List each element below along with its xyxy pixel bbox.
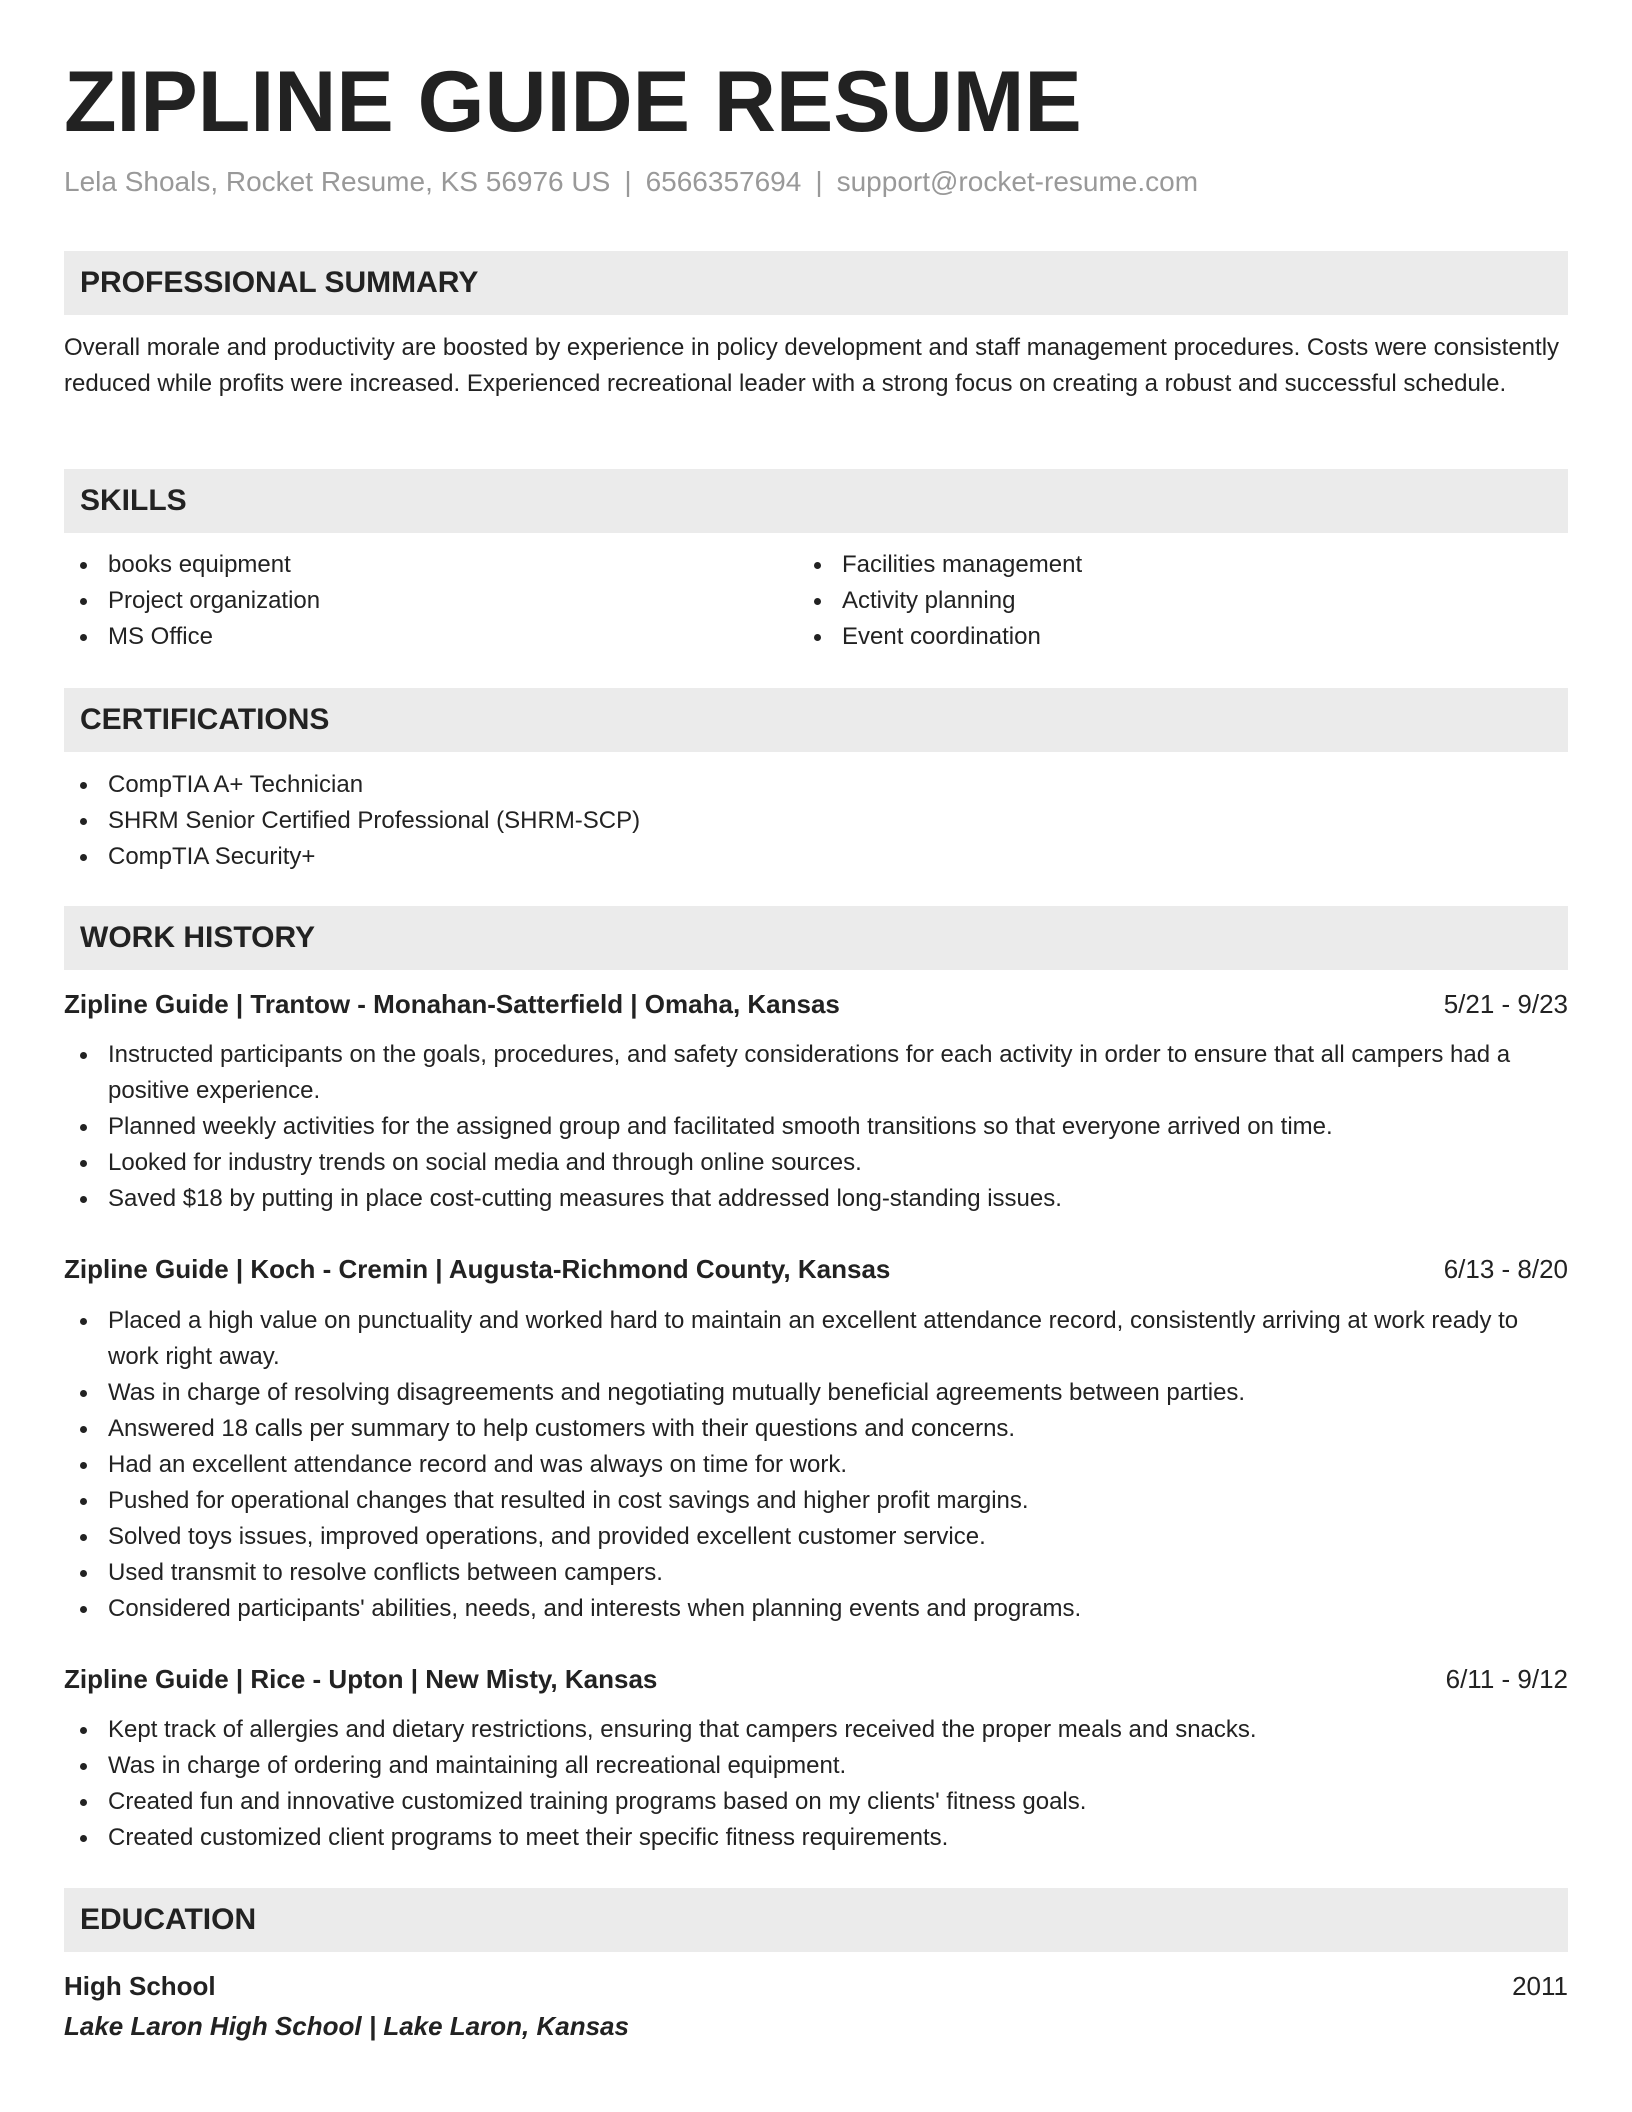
job-title: Zipline Guide | Koch - Cremin | Augusta-Richmond County, Kansas [64, 1254, 891, 1284]
contact-line [64, 162, 1198, 202]
job-bullet: Pushed for operational changes that resulted in cost savings and higher profit margins. [64, 1483, 1568, 1519]
job-bullet: Planned weekly activities for the assigned group and facilitated smooth transitions so that everyone arrived on time. [64, 1109, 1568, 1145]
job-bullet: Solved toys issues, improved operations, and provided excellent customer service. [64, 1519, 1568, 1555]
job-title: Zipline Guide | Trantow - Monahan-Satterfield | Omaha, Kansas [64, 989, 840, 1019]
job-bullet: Answered 18 calls per summary to help customers with their questions and concerns. [64, 1411, 1568, 1447]
education-header [64, 1968, 1568, 2004]
section-heading-certifications: CERTIFICATIONS [64, 688, 1568, 752]
section-heading-work-history: WORK HISTORY [64, 906, 1568, 970]
skill-item: Project organization [64, 583, 764, 619]
skill-item: MS Office [64, 619, 764, 655]
skills-list-right [798, 547, 1498, 655]
job-bullet: Was in charge of resolving disagreements and negotiating mutually beneficial agreements between parties. [64, 1375, 1568, 1411]
certification-item: SHRM Senior Certified Professional (SHRM-SCP) [64, 803, 1568, 839]
job-bullet: Used transmit to resolve conflicts between campers. [64, 1555, 1568, 1591]
section-heading-education: EDUCATION [64, 1888, 1568, 1952]
skill-item: Activity planning [798, 583, 1498, 619]
contact-phone: 6566357694 [645, 166, 802, 197]
job-bullet: Was in charge of ordering and maintaining all recreational equipment. [64, 1748, 1568, 1784]
job-bullet: Saved $18 by putting in place cost-cutting measures that addressed long-standing issues. [64, 1181, 1568, 1217]
certification-item: CompTIA Security+ [64, 839, 1568, 875]
contact-address: Lela Shoals, Rocket Resume, KS 56976 US [64, 166, 611, 197]
education-degree: High School [64, 1971, 216, 2001]
skills-list-left [64, 547, 764, 655]
job-bullet: Looked for industry trends on social media and through online sources. [64, 1145, 1568, 1181]
section-heading-skills: SKILLS [64, 469, 1568, 533]
resume-title: ZIPLINE GUIDE RESUME [64, 54, 1082, 150]
section-heading-summary: PROFESSIONAL SUMMARY [64, 251, 1568, 315]
certifications-list [64, 767, 1568, 875]
job-bullet: Instructed participants on the goals, procedures, and safety considerations for each activity in order to ensure that all campers had a positive experience. [64, 1037, 1568, 1109]
job-dates: 6/11 - 9/12 [1445, 1664, 1568, 1694]
job-bullet: Had an excellent attendance record and was always on time for work. [64, 1447, 1568, 1483]
contact-separator: | [624, 166, 632, 197]
job-header [64, 1661, 1568, 1697]
job-bullet: Placed a high value on punctuality and worked hard to maintain an excellent attendance record, consistently arriving at work ready to work right away. [64, 1303, 1568, 1375]
job-bullets [64, 1303, 1568, 1627]
skill-item: Facilities management [798, 547, 1498, 583]
summary-text: Overall morale and productivity are boosted by experience in policy development and staff management procedures. Costs were consistently reduced while profits were increased. Experienced recreational leader with a strong focus on creating a robust and successful schedule. [64, 334, 1560, 397]
contact-email: support@rocket-resume.com [836, 166, 1199, 197]
education-year: 2011 [1512, 1971, 1568, 2001]
certification-item: CompTIA A+ Technician [64, 767, 1568, 803]
job-header [64, 1251, 1568, 1287]
job-dates: 5/21 - 9/23 [1443, 989, 1568, 1019]
job-bullets [64, 1712, 1568, 1856]
job-header [64, 986, 1568, 1022]
education-school: Lake Laron High School | Lake Laron, Kansas [64, 2011, 629, 2041]
job-bullet: Created customized client programs to meet their specific fitness requirements. [64, 1820, 1568, 1856]
skill-item: books equipment [64, 547, 764, 583]
job-bullet: Kept track of allergies and dietary restrictions, ensuring that campers received the proper meals and snacks. [64, 1712, 1568, 1748]
job-title: Zipline Guide | Rice - Upton | New Misty, Kansas [64, 1664, 658, 1694]
job-bullets [64, 1037, 1568, 1217]
contact-separator: | [815, 166, 823, 197]
job-bullet: Considered participants' abilities, needs, and interests when planning events and programs. [64, 1591, 1568, 1627]
job-bullet: Created fun and innovative customized training programs based on my clients' fitness goals. [64, 1784, 1568, 1820]
skill-item: Event coordination [798, 619, 1498, 655]
job-dates: 6/13 - 8/20 [1443, 1254, 1568, 1284]
